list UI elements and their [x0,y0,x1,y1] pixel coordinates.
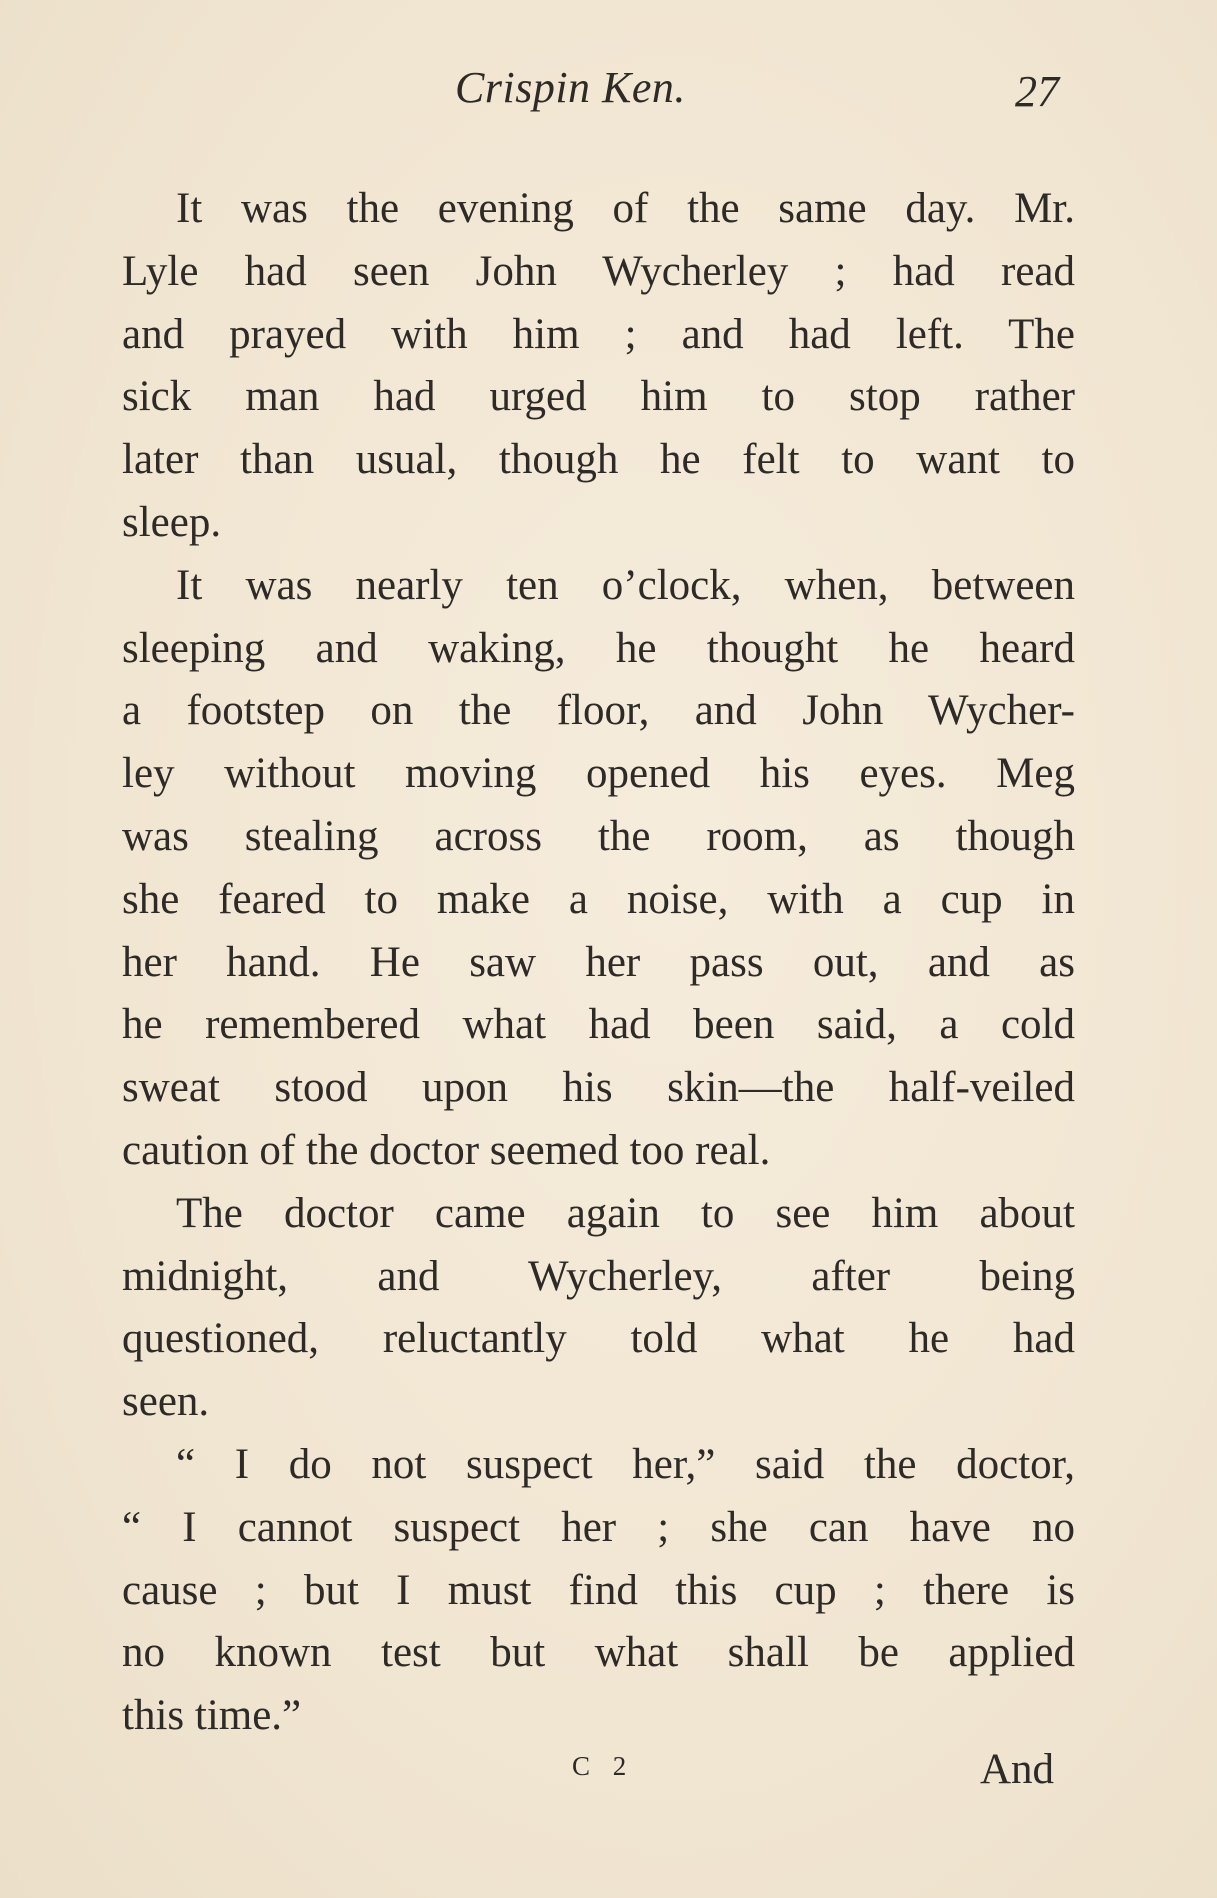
text-line: questioned, reluctantly told what he had [122,1315,1075,1363]
text-line: she feared to make a noise, with a cup in [122,875,1075,923]
text-line: sweat stood upon his skin—the half-veiled [122,1064,1075,1112]
text-line: sleep. [122,498,222,546]
text-line: caution of the doctor seemed too real. [122,1126,771,1174]
page-number: 27 [1015,67,1059,116]
text-line: “ I cannot suspect her ; she can have no [122,1503,1075,1551]
text-line: midnight, and Wycherley, after being [122,1252,1075,1300]
text-line: seen. [122,1378,210,1426]
running-head [0,62,1217,122]
text-line: and prayed with him ; and had left. The [122,310,1075,358]
page-footer [0,1745,1217,1805]
text-line: sick man had urged him to stop rather [122,373,1075,421]
text-line: sleeping and waking, he thought he heard [122,624,1075,672]
text-line: this time.” [122,1692,302,1740]
text-line: her hand. He saw her pass out, and as [122,938,1075,986]
text-line: The doctor came again to see him about [176,1189,1075,1237]
text-line: he remembered what had been said, a cold [122,1001,1075,1049]
text-line: It was the evening of the same day. Mr. [176,185,1075,232]
text-line: Lyle had seen John Wycherley ; had read [122,247,1075,295]
text-line: ley without moving opened his eyes. Meg [122,750,1075,798]
text-line: was stealing across the room, as though [122,812,1075,860]
text-line: a footstep on the floor, and John Wycher- [122,687,1075,735]
catchword: And [980,1746,1055,1793]
text-line: It was nearly ten o’clock, when, between [176,561,1075,609]
signature-mark: C 2 [572,1751,635,1781]
running-title: Crispin Ken. [455,63,686,112]
text-line: no known test but what shall be applied [122,1629,1075,1677]
body-text [122,178,1075,1748]
text-line: later than usual, though he felt to want to [122,436,1075,484]
text-line: cause ; but I must find this cup ; there is [122,1566,1075,1614]
text-line: “ I do not suspect her,” said the doctor, [176,1440,1075,1488]
